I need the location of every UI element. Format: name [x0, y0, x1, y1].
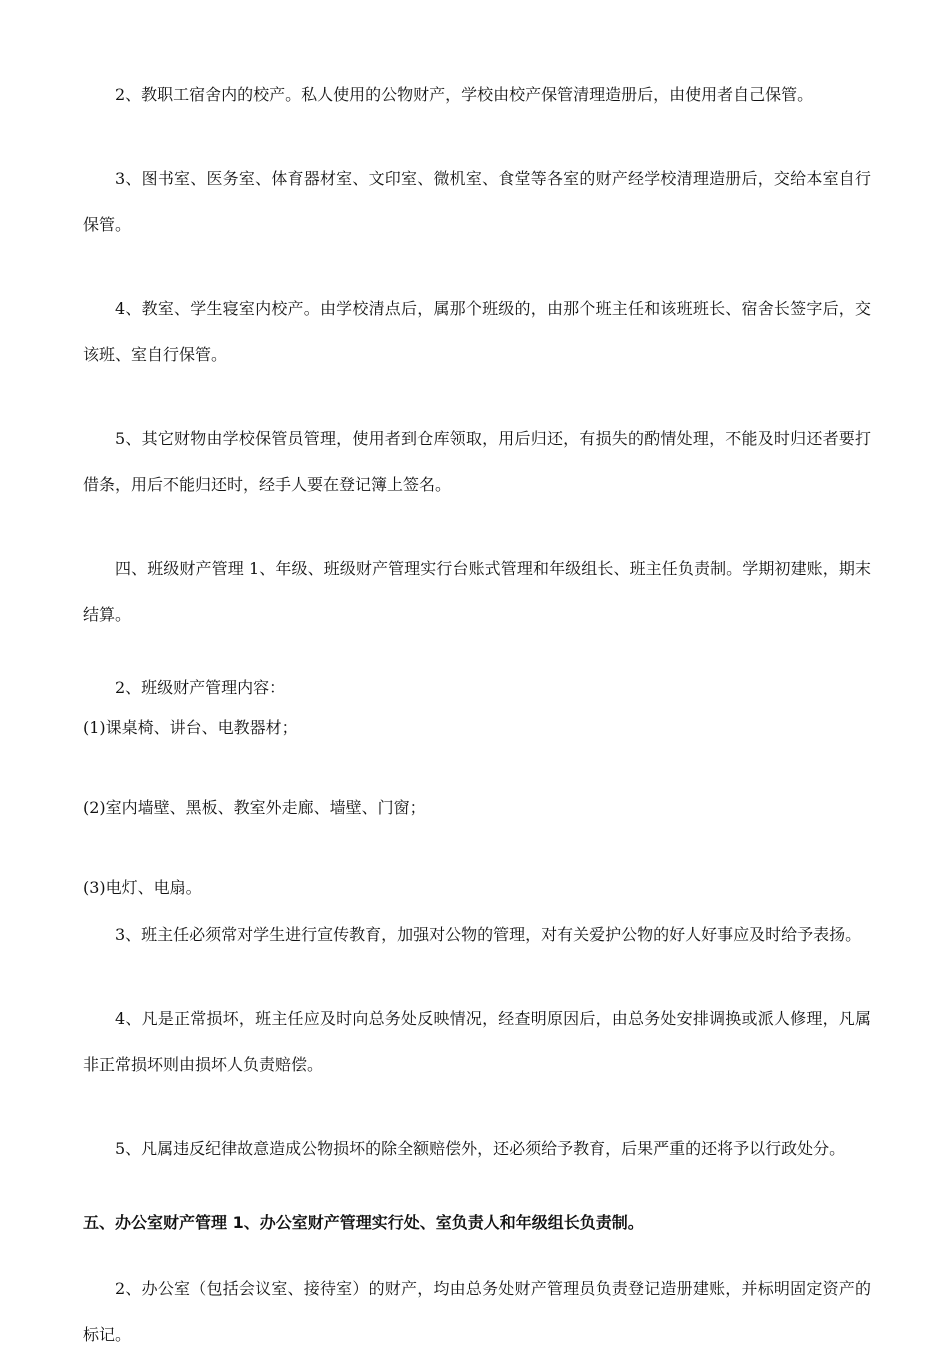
paragraph-normal-damage: 4、凡是正常损坏，班主任应及时向总务处反映情况，经查明原因后，由总务处安排调换或派人修理，凡属非正常损坏则由损坏人负责赔偿。 — [83, 1009, 871, 1074]
paragraph-office-property: 2、办公室（包括会议室、接待室）的财产，均由总务处财产管理员负责登记造册建账，并标明固定资产的标记。 — [83, 1279, 871, 1344]
section-five-heading: 五、办公室财产管理 1、办公室财产管理实行处、室负责人和年级组长负责制。 — [83, 1213, 644, 1232]
paragraph-intentional-damage: 5、凡属违反纪律故意造成公物损坏的除全额赔偿外，还必须给予教育，后果严重的还将予以行政处分。 — [115, 1139, 846, 1158]
list-item-lights: (3)电灯、电扇。 — [83, 878, 202, 897]
document-page — [83, 72, 871, 1358]
paragraph-other-property: 5、其它财物由学校保管员管理，使用者到仓库领取，用后归还，有损失的酌情处理，不能及时归还者要打借条，用后不能归还时，经手人要在登记簿上签名。 — [83, 429, 871, 494]
class-property-contents: 2、班级财产管理内容： — [115, 678, 286, 697]
section-four-heading: 四、班级财产管理 1、年级、班级财产管理实行台账式管理和年级组长、班主任负责制。学期初建账，期末结算。 — [83, 559, 871, 624]
paragraph-rooms: 3、图书室、医务室、体育器材室、文印室、微机室、食堂等各室的财产经学校清理造册后，交给本室自行保管。 — [83, 169, 871, 234]
paragraph-classrooms: 4、教室、学生寝室内校产。由学校清点后，属那个班级的，由那个班主任和该班班长、宿舍长签字后，交该班、室自行保管。 — [83, 299, 871, 364]
list-item-walls: (2)室内墙壁、黑板、教室外走廊、墙壁、门窗； — [83, 798, 426, 817]
paragraph-head-teacher: 3、班主任必须常对学生进行宣传教育，加强对公物的管理，对有关爱护公物的好人好事应及时给予表扬。 — [115, 925, 862, 944]
list-item-desks: (1)课桌椅、讲台、电教器材； — [83, 718, 298, 737]
paragraph-staff-dorm: 2、教职工宿舍内的校产。私人使用的公物财产，学校由校产保管清理造册后，由使用者自己保管。 — [115, 85, 814, 104]
